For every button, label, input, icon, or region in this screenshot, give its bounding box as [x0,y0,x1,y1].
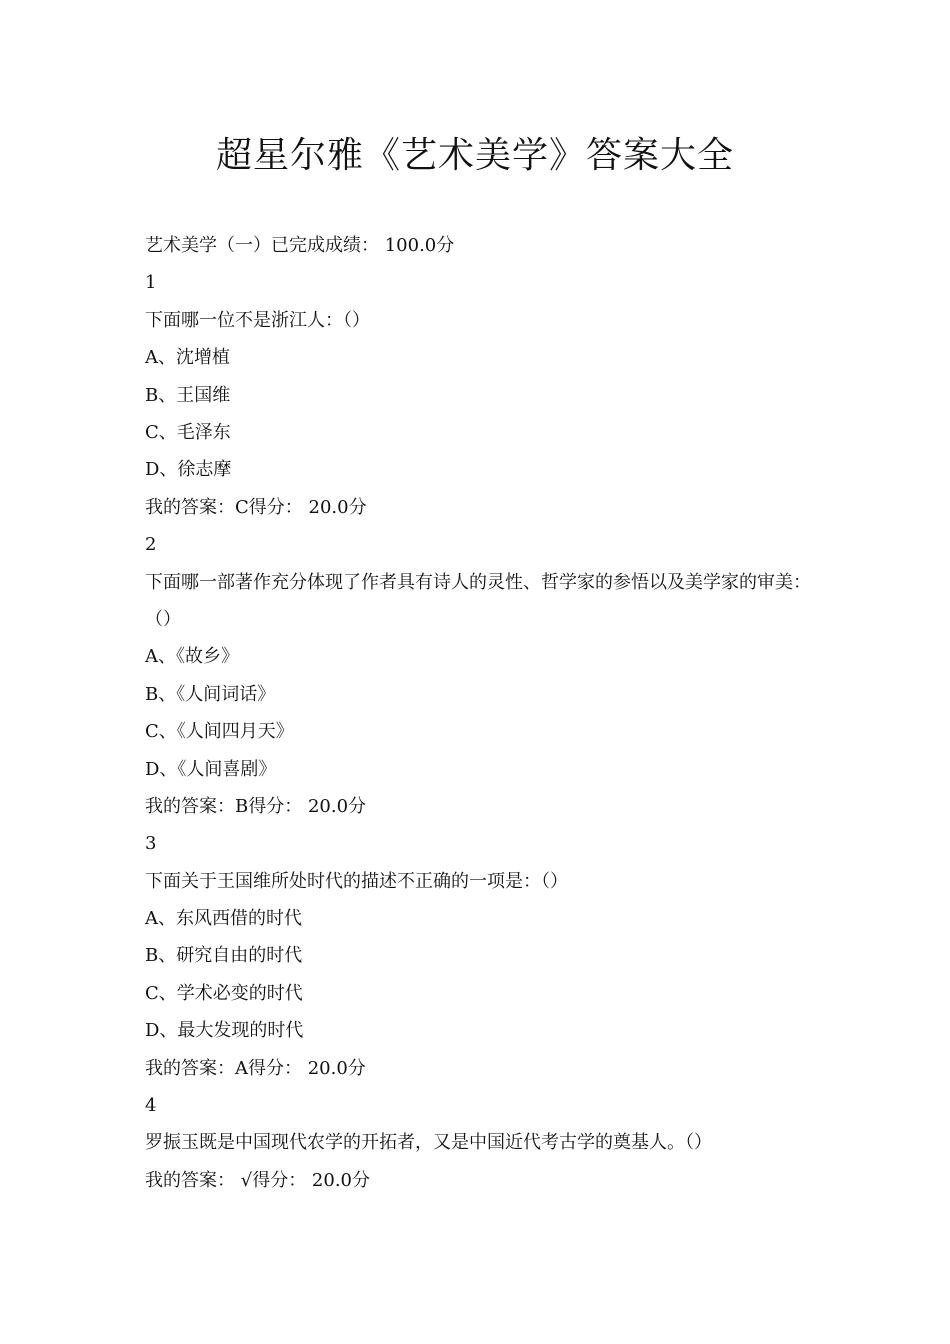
question-text: 下面关于王国维所处时代的描述不正确的一项是：（） [145,870,568,892]
my-answer: 我的答案：C得分： 20.0分 [145,496,367,518]
question-block [145,1087,825,1199]
my-answer: 我的答案：A得分： 20.0分 [145,1057,366,1079]
question-number: 2 [145,534,157,556]
question-block [145,264,825,526]
document-title: 超星尔雅《艺术美学》答案大全 [215,135,734,176]
option-item: D、徐志摩 [145,459,232,481]
option-item: B、《人间词话》 [145,683,276,705]
option-item: C、学术必变的时代 [145,982,303,1004]
question-text: 下面哪一位不是浙江人：（） [145,309,370,331]
my-answer: 我的答案：B得分： 20.0分 [145,795,367,817]
question-text: 罗振玉既是中国现代农学的开拓者，又是中国近代考古学的奠基人。（） [145,1132,712,1154]
question-number: 4 [145,1095,157,1117]
option-item: C、《人间四月天》 [145,721,294,743]
option-item: D、《人间喜剧》 [145,758,277,780]
option-item: B、王国维 [145,384,231,406]
option-item: A、沈增植 [145,347,230,369]
option-item: A、《故乡》 [145,646,239,668]
question-number: 1 [145,272,157,294]
option-item: A、东风西借的时代 [145,908,302,930]
question-block [145,825,825,1087]
question-block [145,526,825,825]
option-item: D、最大发现的时代 [145,1020,304,1042]
option-item: C、毛泽东 [145,421,231,443]
question-number: 3 [145,833,157,855]
my-answer: 我的答案： √得分： 20.0分 [145,1169,370,1191]
question-text: 下面哪一部著作充分体现了作者具有诗人的灵性、哲学家的参悟以及美学家的审美：（） [145,571,811,630]
option-item: B、研究自由的时代 [145,945,303,967]
section-header: 艺术美学（一）已完成成绩： 100.0分 [145,235,455,256]
document-body [145,227,825,1199]
